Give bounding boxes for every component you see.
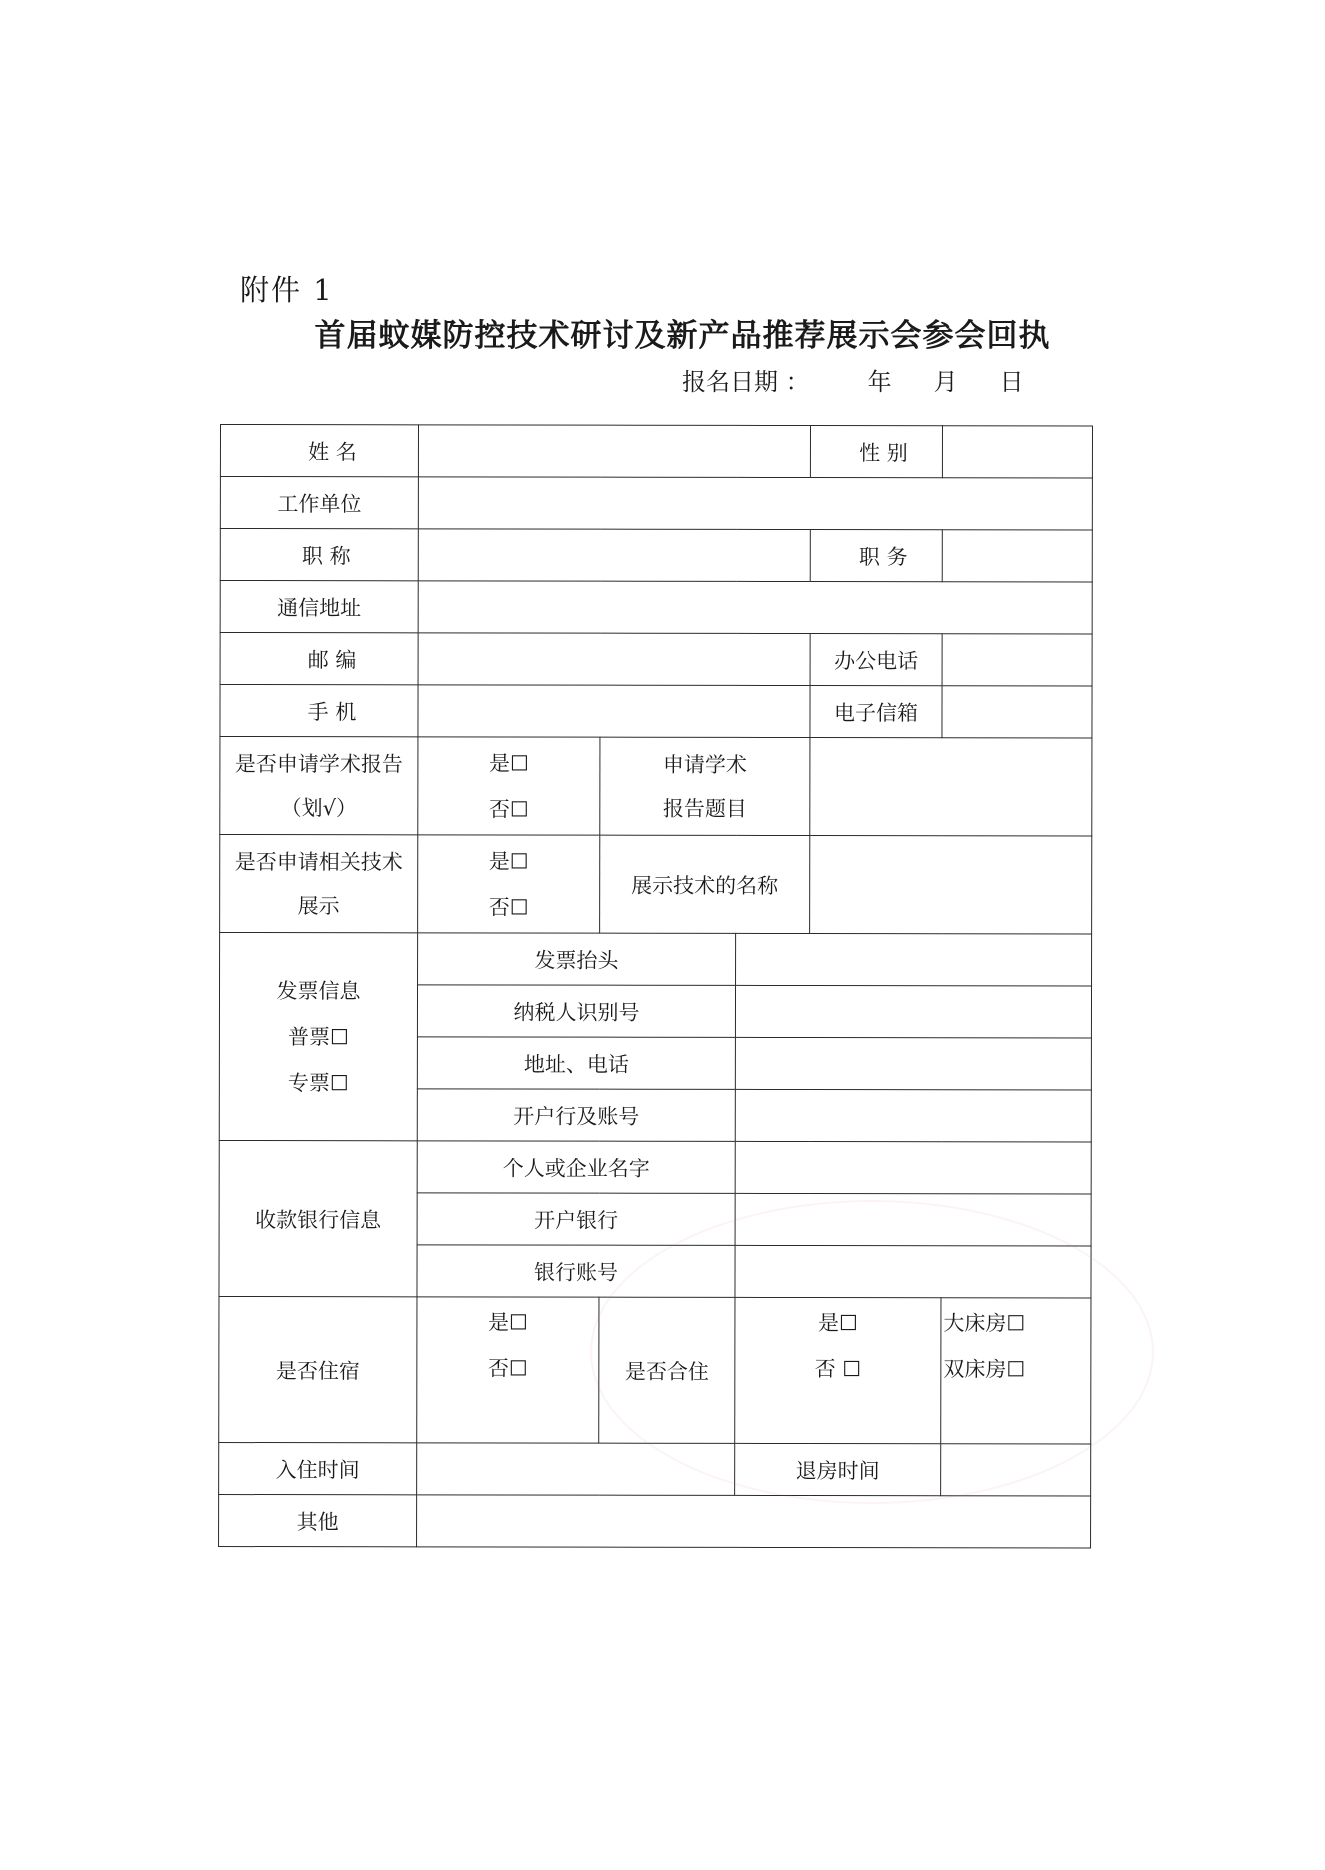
row-work-unit bbox=[220, 477, 1092, 531]
title-label: 职 称 bbox=[220, 529, 418, 581]
row-name bbox=[220, 425, 1092, 479]
office-phone-field[interactable] bbox=[942, 634, 1092, 686]
report-topic-label-line2: 报告题目 bbox=[662, 796, 747, 821]
invoice-special-checkbox[interactable]: 专票☐ bbox=[287, 1070, 349, 1095]
registration-date-line bbox=[682, 362, 1024, 397]
other-field[interactable] bbox=[417, 1495, 1091, 1548]
work-unit-label: 工作单位 bbox=[220, 477, 418, 529]
tech-show-label bbox=[220, 835, 418, 933]
big-bed-room-checkbox[interactable]: 大床房☐ bbox=[943, 1311, 1026, 1336]
day-label: 日 bbox=[999, 368, 1024, 396]
name-label: 姓 名 bbox=[220, 425, 418, 477]
report-topic-label bbox=[600, 737, 810, 835]
row-lodging bbox=[219, 1296, 1091, 1444]
month-label: 月 bbox=[933, 368, 958, 396]
mobile-field[interactable] bbox=[418, 685, 810, 738]
tax-id-label: 纳税人识别号 bbox=[417, 985, 735, 1038]
work-unit-field[interactable] bbox=[418, 477, 1092, 530]
academic-report-label-line1: 是否申请学术报告 bbox=[234, 751, 403, 776]
form-title: 首届蚊媒防控技术研讨及新产品推荐展示会参会回执 bbox=[314, 318, 1051, 354]
row-other bbox=[219, 1494, 1091, 1548]
academic-report-no-checkbox[interactable]: 否☐ bbox=[488, 796, 529, 822]
postcode-label: 邮 编 bbox=[220, 633, 418, 685]
share-room-no-checkbox[interactable]: 否 ☐ bbox=[814, 1357, 862, 1382]
invoice-address-phone-field[interactable] bbox=[735, 1037, 1091, 1090]
share-room-label: 是否合住 bbox=[599, 1297, 735, 1443]
row-address bbox=[220, 581, 1092, 635]
row-tech-show bbox=[220, 835, 1092, 935]
tech-show-yes-checkbox[interactable]: 是☐ bbox=[488, 848, 529, 874]
tech-name-label: 展示技术的名称 bbox=[600, 835, 810, 933]
payee-account-label: 银行账号 bbox=[417, 1245, 735, 1298]
name-field[interactable] bbox=[418, 425, 810, 478]
invoice-bank-account-label: 开户行及账号 bbox=[417, 1089, 735, 1142]
payee-bank-label: 收款银行信息 bbox=[219, 1140, 417, 1296]
lodging-label: 是否住宿 bbox=[219, 1296, 417, 1442]
year-label: 年 bbox=[867, 368, 892, 396]
email-label: 电子信箱 bbox=[810, 686, 942, 738]
address-label: 通信地址 bbox=[220, 581, 418, 633]
academic-report-options bbox=[418, 737, 600, 835]
row-mobile bbox=[220, 685, 1092, 739]
email-field[interactable] bbox=[942, 686, 1092, 738]
gender-label: 性 别 bbox=[810, 426, 942, 478]
row-postcode bbox=[220, 633, 1092, 687]
invoice-header-field[interactable] bbox=[736, 933, 1092, 986]
row-title bbox=[220, 529, 1092, 583]
academic-report-label-line2: （划√） bbox=[280, 795, 358, 820]
check-out-label: 退房时间 bbox=[735, 1443, 941, 1495]
row-payee-name bbox=[219, 1140, 1091, 1194]
payee-bank-name-field[interactable] bbox=[735, 1193, 1091, 1246]
registration-form-table bbox=[218, 424, 1093, 1549]
other-label: 其他 bbox=[219, 1494, 417, 1546]
lodging-options bbox=[417, 1297, 599, 1443]
invoice-normal-checkbox[interactable]: 普票☐ bbox=[287, 1024, 349, 1049]
check-in-label: 入住时间 bbox=[219, 1442, 417, 1494]
row-invoice-header bbox=[220, 933, 1092, 987]
title-field[interactable] bbox=[418, 529, 810, 582]
academic-report-label bbox=[220, 737, 418, 835]
attachment-label: 附件 1 bbox=[240, 273, 334, 307]
payee-name-label: 个人或企业名字 bbox=[417, 1141, 735, 1194]
tech-show-label-line2: 展示 bbox=[297, 893, 340, 918]
invoice-address-phone-label: 地址、电话 bbox=[417, 1037, 735, 1090]
payee-account-field[interactable] bbox=[735, 1245, 1091, 1298]
invoice-bank-account-field[interactable] bbox=[735, 1089, 1091, 1142]
tech-show-no-checkbox[interactable]: 否☐ bbox=[488, 894, 529, 920]
gender-field[interactable] bbox=[942, 426, 1092, 478]
twin-bed-room-checkbox[interactable]: 双床房☐ bbox=[943, 1357, 1026, 1382]
tax-id-field[interactable] bbox=[735, 985, 1091, 1038]
tech-show-label-line1: 是否申请相关技术 bbox=[234, 849, 403, 874]
share-room-yes-checkbox[interactable]: 是☐ bbox=[818, 1311, 858, 1336]
invoice-info-title: 发票信息 bbox=[276, 978, 361, 1003]
report-topic-field[interactable] bbox=[810, 738, 1092, 836]
address-field[interactable] bbox=[418, 581, 1092, 634]
payee-bank-name-label: 开户银行 bbox=[417, 1193, 735, 1246]
report-topic-label-line1: 申请学术 bbox=[662, 752, 747, 777]
postcode-field[interactable] bbox=[418, 633, 810, 686]
lodging-no-checkbox[interactable]: 否☐ bbox=[487, 1356, 528, 1381]
share-room-options bbox=[735, 1297, 941, 1443]
invoice-info-label bbox=[219, 933, 417, 1141]
lodging-yes-checkbox[interactable]: 是☐ bbox=[487, 1310, 528, 1335]
office-phone-label: 办公电话 bbox=[810, 634, 942, 686]
check-out-field[interactable] bbox=[941, 1444, 1091, 1496]
academic-report-yes-checkbox[interactable]: 是☐ bbox=[488, 750, 529, 776]
payee-name-field[interactable] bbox=[735, 1141, 1091, 1194]
position-field[interactable] bbox=[942, 530, 1092, 582]
row-academic-report bbox=[220, 737, 1092, 837]
date-label: 报名日期 ： bbox=[682, 368, 810, 396]
mobile-label: 手 机 bbox=[220, 685, 418, 737]
check-in-field[interactable] bbox=[417, 1443, 735, 1496]
tech-name-field[interactable] bbox=[810, 836, 1092, 934]
tech-show-options bbox=[418, 835, 600, 933]
position-label: 职 务 bbox=[810, 530, 942, 582]
room-type-options bbox=[941, 1298, 1091, 1444]
invoice-header-label: 发票抬头 bbox=[418, 933, 736, 986]
row-check-in-out bbox=[219, 1442, 1091, 1496]
